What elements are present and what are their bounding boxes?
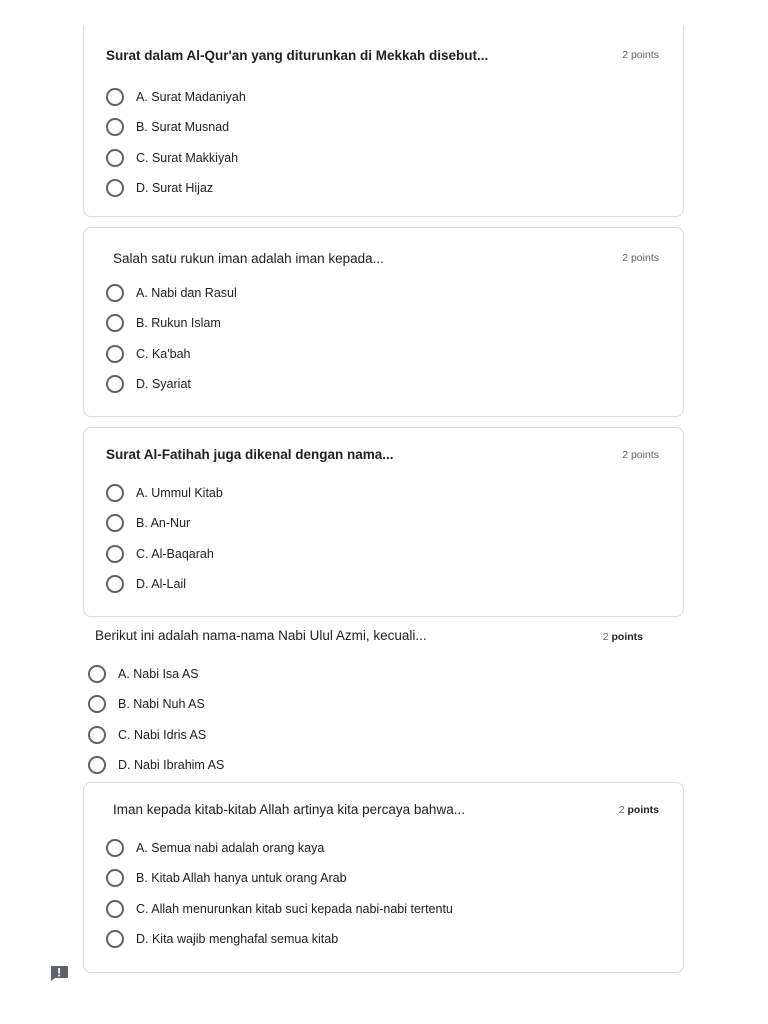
option-b[interactable]: [106, 863, 453, 893]
radio-icon[interactable]: [106, 930, 124, 948]
option-label: A. Nabi dan Rasul: [136, 286, 237, 301]
option-c[interactable]: [106, 539, 223, 569]
radio-icon[interactable]: [88, 665, 106, 683]
question-points: 2 points: [622, 252, 659, 264]
question-points: 2 points: [618, 804, 659, 816]
radio-icon[interactable]: [88, 695, 106, 713]
question-title: Salah satu rukun iman adalah iman kepada...: [113, 251, 384, 266]
option-label: C. Allah menurunkan kitab suci kepada nabi-nabi tertentu: [136, 901, 453, 916]
radio-icon[interactable]: [106, 88, 124, 106]
option-label: D. Surat Hijaz: [136, 181, 214, 196]
radio-icon[interactable]: [106, 484, 124, 502]
question-title: Iman kepada kitab-kitab Allah artinya kita percaya bahwa...: [113, 802, 465, 817]
radio-icon[interactable]: [106, 284, 124, 302]
radio-icon[interactable]: [106, 314, 124, 332]
option-d[interactable]: [106, 569, 223, 599]
option-label: D. Al-Lail: [136, 577, 187, 592]
option-b[interactable]: [106, 308, 237, 338]
radio-icon[interactable]: [106, 345, 124, 363]
radio-icon[interactable]: [106, 869, 124, 887]
option-a[interactable]: [106, 833, 453, 863]
question-card-2: [83, 227, 684, 417]
question-card-4: [66, 620, 667, 780]
question-points: 2 points: [622, 49, 659, 61]
option-label: D. Kita wajib menghafal semua kitab: [136, 932, 339, 947]
option-label: C. Al-Baqarah: [136, 546, 214, 561]
option-label: A. Ummul Kitab: [136, 486, 223, 501]
radio-icon[interactable]: [106, 545, 124, 563]
option-d[interactable]: [106, 369, 237, 399]
radio-icon[interactable]: [88, 756, 106, 774]
option-label: C. Nabi Idris AS: [118, 727, 207, 742]
option-c[interactable]: [106, 143, 246, 173]
radio-icon[interactable]: [106, 514, 124, 532]
option-list: [106, 833, 453, 954]
question-points: 2 points: [602, 631, 643, 643]
radio-icon[interactable]: [106, 839, 124, 857]
radio-icon[interactable]: [106, 179, 124, 197]
option-label: B. Nabi Nuh AS: [118, 697, 205, 712]
option-list: [106, 278, 237, 399]
report-problem-icon[interactable]: [49, 965, 69, 982]
option-d[interactable]: [106, 173, 246, 203]
option-list: [106, 82, 246, 203]
option-d[interactable]: [88, 750, 224, 780]
option-b[interactable]: [88, 689, 224, 719]
question-card-5: [83, 782, 684, 973]
question-title: Berikut ini adalah nama-nama Nabi Ulul Azmi, kecuali...: [95, 628, 427, 643]
report-problem-icon-svg: [49, 965, 69, 982]
question-title: Surat dalam Al-Qur'an yang diturunkan di Mekkah disebut...: [106, 48, 489, 63]
option-label: D. Syariat: [136, 377, 191, 392]
option-a[interactable]: [106, 478, 223, 508]
option-label: A. Semua nabi adalah orang kaya: [136, 841, 325, 856]
option-a[interactable]: [106, 278, 237, 308]
option-list: [106, 478, 223, 599]
option-b[interactable]: [106, 508, 223, 538]
radio-icon[interactable]: [106, 575, 124, 593]
option-label: B. Kitab Allah hanya untuk orang Arab: [136, 871, 347, 886]
option-label: B. Surat Musnad: [136, 120, 230, 135]
question-card-3: [83, 427, 684, 617]
option-label: C. Surat Makkiyah: [136, 150, 239, 165]
radio-icon[interactable]: [106, 149, 124, 167]
option-a[interactable]: [106, 82, 246, 112]
option-label: C. Ka'bah: [136, 346, 191, 361]
radio-icon[interactable]: [88, 726, 106, 744]
radio-icon[interactable]: [106, 375, 124, 393]
radio-icon[interactable]: [106, 118, 124, 136]
question-title: Surat Al-Fatihah juga dikenal dengan nama...: [106, 447, 394, 462]
option-b[interactable]: [106, 112, 246, 142]
option-c[interactable]: [106, 894, 453, 924]
option-d[interactable]: [106, 924, 453, 954]
radio-icon[interactable]: [106, 900, 124, 918]
option-c[interactable]: [106, 339, 237, 369]
question-card-1: [83, 25, 684, 217]
option-label: B. An-Nur: [136, 516, 191, 531]
question-points: 2 points: [622, 449, 659, 461]
option-label: B. Rukun Islam: [136, 316, 221, 331]
option-c[interactable]: [88, 720, 224, 750]
option-label: D. Nabi Ibrahim AS: [118, 758, 225, 773]
option-label: A. Nabi Isa AS: [118, 667, 199, 682]
option-list: [88, 659, 224, 780]
option-label: A. Surat Madaniyah: [136, 90, 246, 105]
option-a[interactable]: [88, 659, 224, 689]
